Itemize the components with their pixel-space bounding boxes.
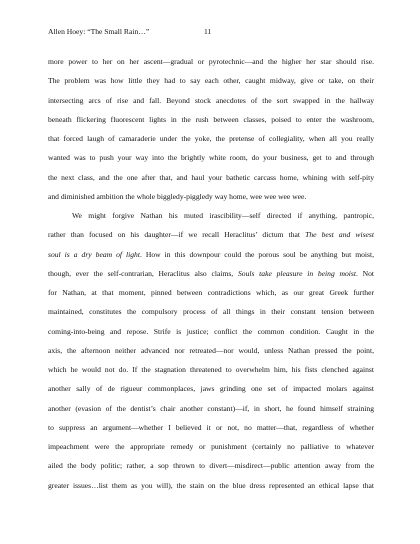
- text-segment: rather than focused on his daughter—if we recall Heraclitus’ dictum that: [48, 230, 306, 240]
- text-line: [48, 283, 374, 302]
- text-segment: The problem was how little they had to say each other, caught midway, give or take, on their: [48, 76, 374, 86]
- text-segment: impeachment were the appropriate remedy or punishment (certainly no palliative to whatever: [48, 442, 374, 451]
- text-line: [48, 379, 374, 398]
- text-line: [48, 52, 374, 71]
- text-segment: coming-into-being and repose. Strife is justice; conflict the common condition. Caught in the: [48, 326, 374, 336]
- text-segment: ailed the body politic; rather, a sop thrown to divert—misdirect—public attention away from the: [48, 461, 374, 471]
- page-number: 11: [204, 27, 212, 36]
- text-line: [48, 225, 374, 244]
- text-segment: . Not: [355, 268, 374, 278]
- text-segment: and diminished ambition the whole biggledy-piggledy way home, wee wee wee wee.: [48, 191, 307, 201]
- text-line: [48, 129, 374, 148]
- text-segment: for Nathan, at that moment, pinned between contradictions which, as our great Greek further: [48, 288, 374, 297]
- text-line: [48, 264, 374, 283]
- text-segment: axis, the afternoon neither advanced nor retreated—nor would, unless Nathan pressed the point,: [48, 345, 374, 355]
- running-head-title: Allen Hoey: “The Small Rain…”: [48, 27, 150, 36]
- text-line: [48, 418, 374, 437]
- text-line: [48, 437, 374, 456]
- italic-quote: Souls take pleasure in being moist: [237, 268, 356, 278]
- text-segment: that forced laugh of camaraderie under the yoke, the pretense of collegiality, when all you really: [48, 134, 374, 143]
- text-segment: the next class, and the one after that, and haul your bathetic carcass home, whining with self-pity: [48, 172, 374, 182]
- text-line: [48, 322, 374, 341]
- text-segment: . How in this downpour could the porous soul be anything but moist,: [139, 249, 374, 259]
- text-line: [48, 148, 374, 167]
- text-segment: which he would not do. If the stagnation threatened to overwhelm him, his fists clenched against: [48, 365, 374, 374]
- text-line: [48, 110, 374, 129]
- text-line: [48, 341, 374, 360]
- text-line: [48, 168, 374, 187]
- text-line: [48, 360, 374, 379]
- text-segment: though, ever the self-contrarian, Heraclitus also claims,: [48, 268, 238, 278]
- text-segment: another sally of de rigueur commonplaces, jaws grinding one set of impacted molars against: [48, 384, 374, 394]
- text-line: [48, 456, 374, 475]
- text-line: [48, 91, 374, 110]
- text-line: [48, 206, 374, 225]
- text-segment: greater issues…list them as you will), the stain on the blue dress represented an ethical lapse that: [48, 480, 374, 490]
- text-segment: wanted was to push your way into the brightly white room, do your business, get to and through: [48, 153, 374, 163]
- text-line: [48, 302, 374, 321]
- text-line: [48, 245, 374, 264]
- italic-quote: soul is a dry beam of light: [48, 249, 140, 259]
- text-line: [48, 187, 374, 206]
- text-line: [48, 71, 374, 90]
- italic-quote: The best and wisest: [305, 230, 374, 240]
- text-segment: intersecting arcs of rise and fall. Beyond stock anecdotes of the sort swapped in the hallway: [48, 95, 374, 105]
- running-header: [48, 27, 212, 37]
- text-line: [48, 476, 374, 495]
- text-segment: beneath flickering fluorescent lights in the rush between classes, poised to enter the washroom,: [48, 114, 374, 124]
- text-segment: maintained, constitutes the compulsory process of all things in their constant tension between: [48, 307, 374, 317]
- text-segment: to suppress an argument—whether I believed it or not, no matter—that, regardless of whether: [48, 422, 374, 432]
- text-segment: more power to her on her ascent—gradual or pyrotechnic—and the higher her star should rise.: [48, 57, 374, 66]
- text-segment: another (evasion of the dentist’s chair another constant)—if, in short, he found himself straining: [48, 403, 374, 413]
- text-segment: We might forgive Nathan his muted irascibility—self directed if anything, pantropic,: [72, 211, 374, 220]
- body-text: [48, 52, 374, 495]
- text-line: [48, 399, 374, 418]
